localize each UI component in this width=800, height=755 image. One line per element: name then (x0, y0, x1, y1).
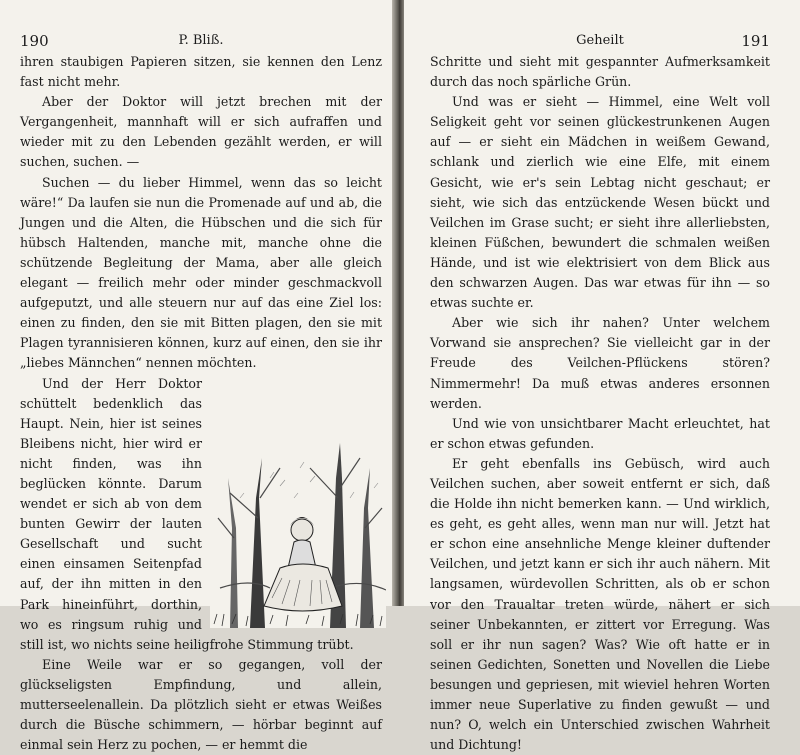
running-head-left: P. Bliß. (178, 33, 224, 48)
left-page-header (20, 30, 382, 52)
paragraph: ihren staubigen Papieren sitzen, sie kennen den Lenz fast nicht mehr. (20, 54, 382, 90)
paragraph: Aber der Doktor will jetzt brechen mit der Vergangenheit, mannhaft will er sich aufraffen und wieder mit zu den Lebenden gezählt werden, er will suchen, suchen. — (20, 94, 382, 170)
paragraph: Aber wie sich ihr nahen? Unter welchem Vorwand sie ansprechen? Sie vielleicht gar in der Freude des Veilchen-Pflückens stören? Nimmermehr! Da muß etwas anderes ersonnen werden. (430, 315, 770, 411)
right-page (404, 0, 800, 753)
paragraph: Schritte und sieht mit gespannter Aufmerksamkeit durch das noch spärliche Grün. (430, 54, 770, 90)
page-number-right: 191 (741, 32, 770, 50)
right-page-header (430, 30, 770, 52)
left-page-text (20, 52, 382, 755)
running-head-right: Geheilt (576, 33, 624, 48)
paragraph: Eine Weile war er so gegangen, voll der glückseligsten Empfindung, und allein, mutterseelenallein. Da plötzlich sieht er etwas Weißes durch die Büsche schimmern, — hörbar beginnt auf einmal sein Herz zu pochen, — er hemmt die (20, 656, 382, 753)
paragraph: Und der Herr Doktor schüttelt bedenklich das Haupt. Nein, hier ist seines Bleibens nicht, hier wird er nicht finden, was ihn beglücken könnte. Darum wendet er sich ab von dem bunten Gewirr der lauten Gesellschaft und sucht einen einsamen Seitenpfad auf, der ihn mitten in den Park hineinführt, dorthin, wo es ringsum ruhig und still ist, wo nichts seine heiligfrohe Stimmung trübt. (20, 375, 354, 652)
paragraph: Und wie von unsichtbarer Macht erleuchtet, hat er schon etwas gefunden. (430, 415, 770, 451)
paragraph: Suchen — du lieber Himmel, wenn das so leicht wäre!“ Da laufen sie nun die Promenade auf und ab, die Jungen und die Alten, die Hübschen und die sich für hübsch Haltenden, manche mit, manche ohne die schützende Begleitung der Mama, aber alle gleich elegant — freilich mehr oder minder geschmackvoll aufgeputzt, und alle steuern nur auf das eine Ziel los: einen zu finden, den sie mit Bitten plagen, den sie mit Plagen tyrannisieren können, kurz auf einen, den sie ihr „liebes Männchen“ nennen möchten. (20, 174, 382, 371)
engraving-drawing (210, 438, 386, 628)
left-page (0, 0, 394, 753)
woman-in-park-illustration (210, 438, 386, 628)
page-number-left: 190 (20, 32, 49, 50)
paragraph: Er geht ebenfalls ins Gebüsch, wird auch Veilchen suchen, aber soweit entfernt er sich, daß die Holde ihn nicht bemerken kann. — Und wirklich, es geht, es geht alles, wenn man nur will. Jetzt hat er schon eine ansehnliche Menge kleiner duftender Veilchen, und jetzt kann er sich ihr auch nähern. Mit langsamen, würdevollen Schritten, als ob er schon vor den Traualtar treten würde, nähert er sich seiner Unbekannten, er zittert vor Erregung. Was soll er ihr nun sagen? Was? Wie oft hatte er in seinen Gedichten, Sonetten und Novellen die Liebe besungen und gepriesen, mit wieviel hehren Worten immer neue Superlative zu finden gewußt — und nun? O, welch ein Unterschied zwischen Wahrheit und Dichtung! (430, 455, 770, 753)
right-page-text (430, 52, 770, 755)
paragraph: Und was er sieht — Himmel, eine Welt voll Seligkeit geht vor seinen glückestrunkenen Augen auf — er sieht ein Mädchen in weißem Gewand, schlank und zierlich wie eine Elfe, mit einem Gesicht, wie er's sein Lebtag nicht geschaut; er sieht, wie sich das entzückende Wesen bückt und Veilchen im Grase sucht; er sieht ihre allerliebsten, kleinen Füßchen, bewundert die schmalen weißen Hände, und ist wie elektrisiert von dem Blick aus den schwarzen Augen. Das war etwas für ihn — so etwas suchte er. (430, 94, 770, 311)
